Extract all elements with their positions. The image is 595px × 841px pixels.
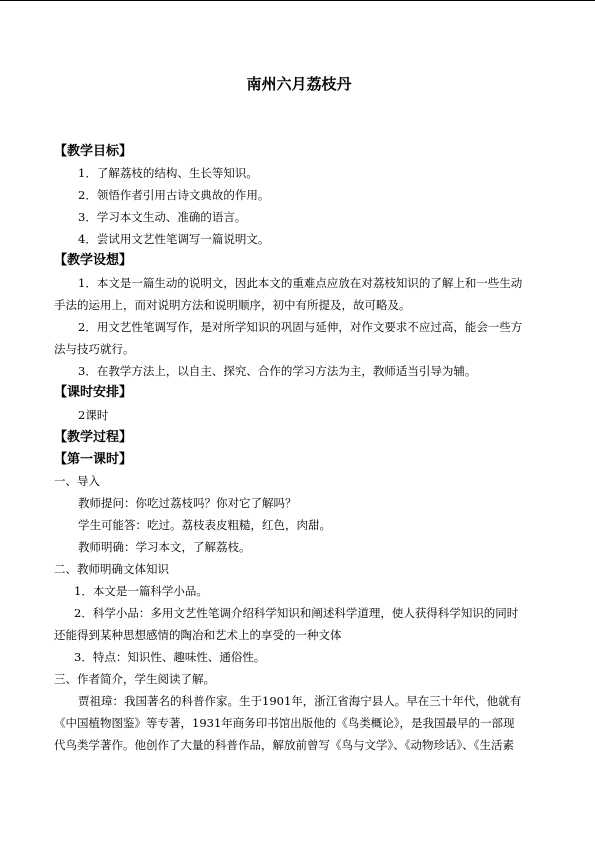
process-line: 贾祖璋：我国著名的科普作家。生于1901年，浙江省海宁县人。早在三十年代，他就有	[78, 694, 522, 708]
idea-paragraph-line: 3．在教学方法上，以自主、探究、合作的学习方法为主，教师适当引导为辅。	[78, 364, 477, 378]
idea-paragraph-line: 2．用文艺性笔调写作，是对所学知识的巩固与延伸，对作文要求不应过高，能会一些方	[78, 320, 523, 334]
document-title: 南州六月荔枝丹	[246, 75, 352, 93]
process-line: 学生可能答：吃过。荔枝表皮粗糙，红色，肉甜。	[78, 518, 331, 532]
top-border-line	[0, 0, 595, 1]
section-heading-goals: 【教学目标】	[54, 144, 133, 159]
process-line: 1．本文是一篇科学小品。	[74, 584, 208, 598]
idea-paragraph-line: 手法的运用上，而对说明方法和说明顺序，初中有所提及，故可略及。	[54, 298, 411, 312]
goal-item: 1．了解荔枝的结构、生长等知识。	[78, 166, 258, 180]
process-line: 2．科学小品：多用文艺性笔调介绍科学知识和阐述科学道理，使人获得科学知识的同时	[74, 606, 519, 620]
process-step-heading: 二、教师明确文体知识	[54, 562, 169, 576]
idea-paragraph-line: 法与技巧就行。	[54, 342, 135, 356]
section-heading-process: 【教学过程】	[54, 430, 133, 445]
process-step-heading: 一、导入	[54, 474, 100, 488]
goal-item: 4．尝试用文艺性笔调写一篇说明文。	[78, 232, 270, 246]
goal-item: 2．领悟作者引用古诗文典故的作用。	[78, 188, 270, 202]
process-step-heading: 三、作者简介，学生阅读了解。	[54, 672, 215, 686]
process-line: 《中国植物图鉴》等专著，1931年商务印书馆出版他的《鸟类概论》，是我国最早的一部现	[54, 716, 515, 730]
section-heading-lesson-one: 【第一课时】	[54, 452, 133, 467]
section-heading-schedule: 【课时安排】	[54, 385, 133, 400]
section-heading-ideas: 【教学设想】	[54, 253, 133, 268]
schedule-text: 2课时	[78, 408, 109, 422]
idea-paragraph-line: 1．本文是一篇生动的说明文，因此本文的重难点应放在对荔枝知识的了解上和一些生动	[78, 276, 523, 290]
process-line: 3．特点：知识性、趣味性、通俗性。	[74, 650, 266, 664]
goal-item: 3．学习本文生动、准确的语言。	[78, 210, 247, 224]
process-line: 教师提问：你吃过荔枝吗？你对它了解吗？	[78, 496, 297, 510]
process-line: 教师明确：学习本文，了解荔枝。	[78, 540, 251, 554]
process-line: 还能得到某种思想感情的陶冶和艺术上的享受的一种文体	[54, 628, 342, 642]
process-line: 代鸟类学著作。他创作了大量的科普作品，解放前曾写《鸟与文学》、《动物珍话》、《生活素	[54, 738, 514, 752]
